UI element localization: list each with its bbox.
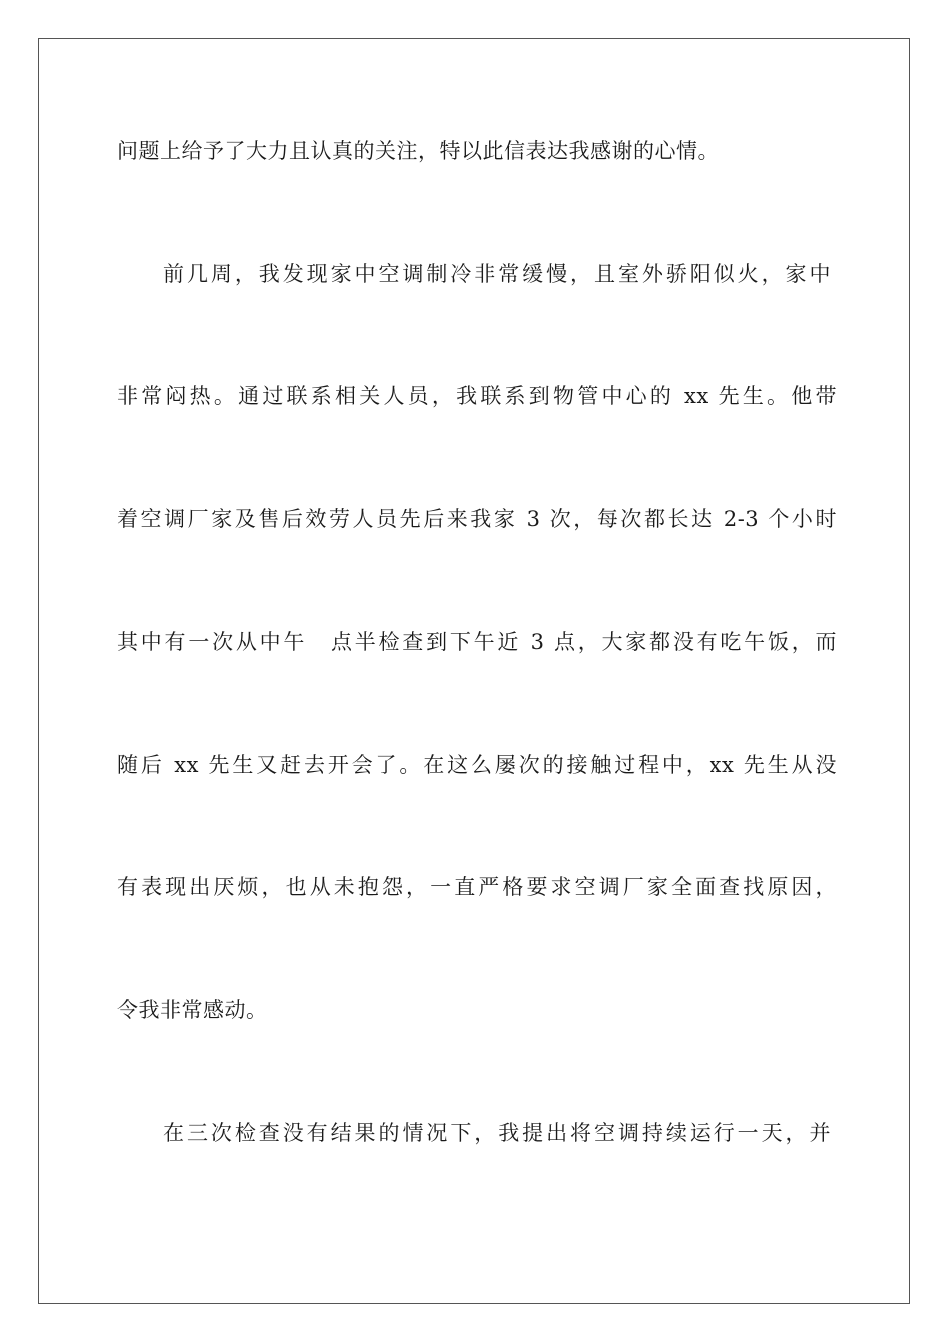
- body-text-line-8: 令我非常感动。: [117, 998, 268, 1022]
- body-text-line-3: 非常闷热。通过联系相关人员，我联系到物管中心的 xx 先生。他带: [117, 384, 837, 408]
- body-text-line-1: 问题上给予了大力且认真的关注，特以此信表达我感谢的心情。: [117, 139, 719, 163]
- body-text-line-2: 前几周，我发现家中空调制冷非常缓慢，且室外骄阳似火，家中: [163, 262, 831, 286]
- body-text-line-4: 着空调厂家及售后效劳人员先后来我家 3 次，每次都长达 2-3 个小时: [117, 507, 837, 531]
- body-text-line-5: 其中有一次从中午 点半检查到下午近 3 点，大家都没有吃午饭，而: [117, 630, 837, 654]
- body-text-line-7: 有表现出厌烦，也从未抱怨，一直严格要求空调厂家全面查找原因，: [117, 875, 837, 899]
- body-text-line-9: 在三次检查没有结果的情况下，我提出将空调持续运行一天，并: [163, 1121, 831, 1145]
- page-border: [38, 38, 910, 1304]
- body-text-line-6: 随后 xx 先生又赶去开会了。在这么屡次的接触过程中，xx 先生从没: [117, 753, 837, 777]
